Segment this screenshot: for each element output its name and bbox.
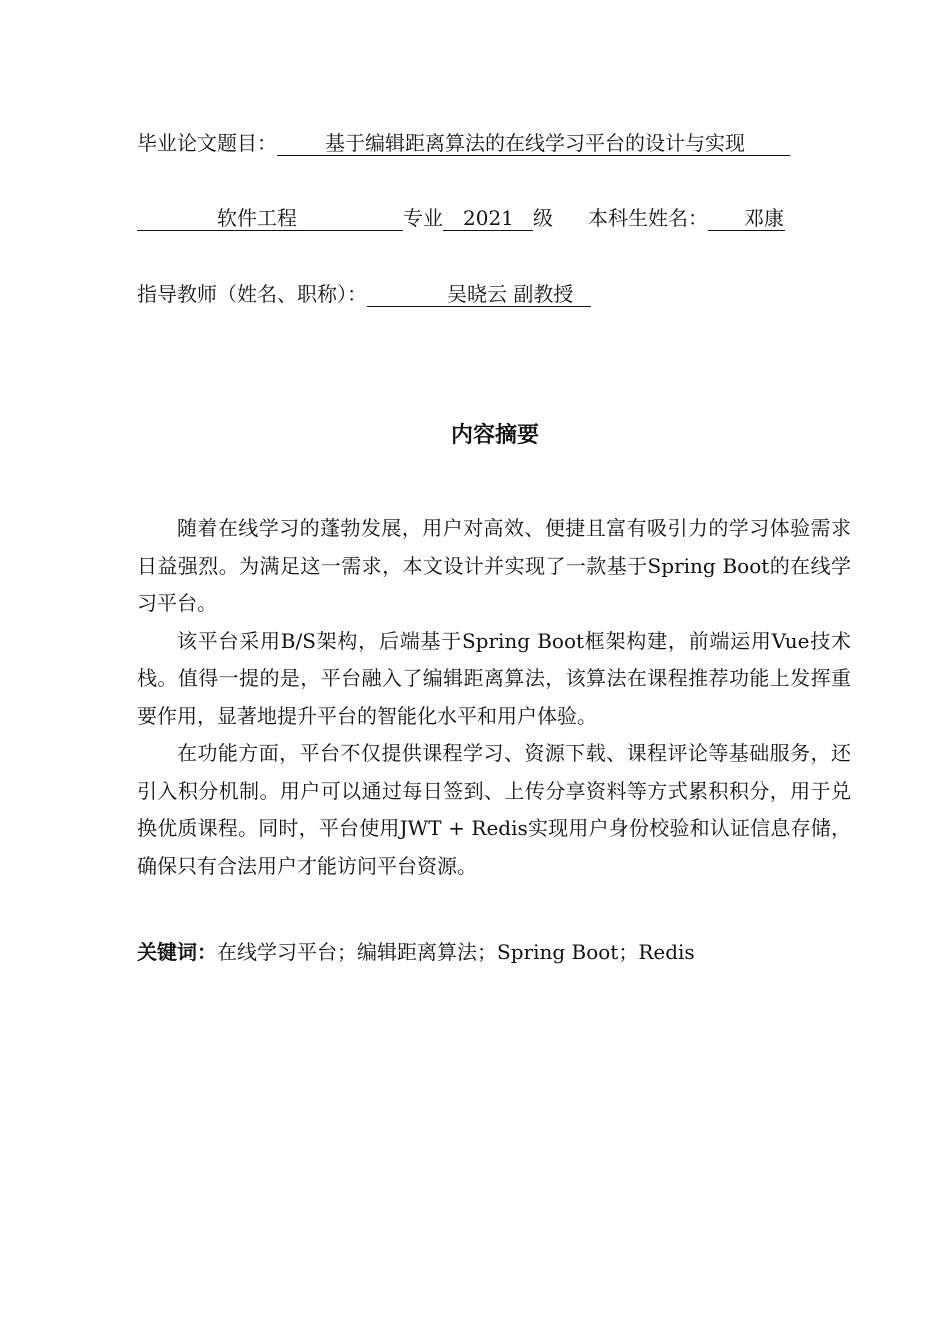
year-label: 级 — [533, 206, 553, 230]
student-name-value: 邓康 — [708, 206, 785, 231]
major-label: 专业 — [403, 206, 443, 230]
student-info-row — [137, 204, 785, 232]
advisor-value: 吴晓云 副教授 — [367, 282, 591, 307]
student-name-label: 本科生姓名： — [588, 206, 708, 230]
thesis-title-label: 毕业论文题目： — [137, 131, 277, 155]
advisor-row — [137, 280, 591, 308]
keywords-row — [137, 938, 695, 966]
major-value: 软件工程 — [137, 206, 403, 231]
keywords-value: 在线学习平台；编辑距离算法；Spring Boot；Redis — [217, 940, 695, 964]
abstract-paragraph: 随着在线学习的蓬勃发展，用户对高效、便捷且富有吸引力的学习体验需求日益强烈。为满足这一需求，本文设计并实现了一款基于Spring Boot的在线学习平台。 — [137, 516, 851, 615]
abstract-paragraph: 该平台采用B/S架构，后端基于Spring Boot框架构建，前端运用Vue技术栈。值得一提的是，平台融入了编辑距离算法，该算法在课程推荐功能上发挥重要作用，显著地提升平台的智能化水平和用户体验。 — [137, 628, 851, 728]
abstract-heading: 内容摘要 — [450, 423, 539, 448]
abstract-paragraph: 在功能方面，平台不仅提供课程学习、资源下载、课程评论等基础服务，还引入积分机制。用户可以通过每日签到、上传分享资料等方式累积积分，用于兑换优质课程。同时，平台使用JWT + Redis实现用户身份校验和认证信息存储，确保只有合法用户才能访问平台资源。 — [137, 741, 851, 878]
year-value: 2021 — [443, 206, 533, 231]
advisor-label: 指导教师（姓名、职称）： — [137, 282, 367, 306]
keywords-label: 关键词： — [137, 940, 217, 964]
abstract-body — [137, 510, 851, 885]
thesis-title-value: 基于编辑距离算法的在线学习平台的设计与实现 — [277, 131, 790, 156]
thesis-title-row — [137, 129, 790, 157]
